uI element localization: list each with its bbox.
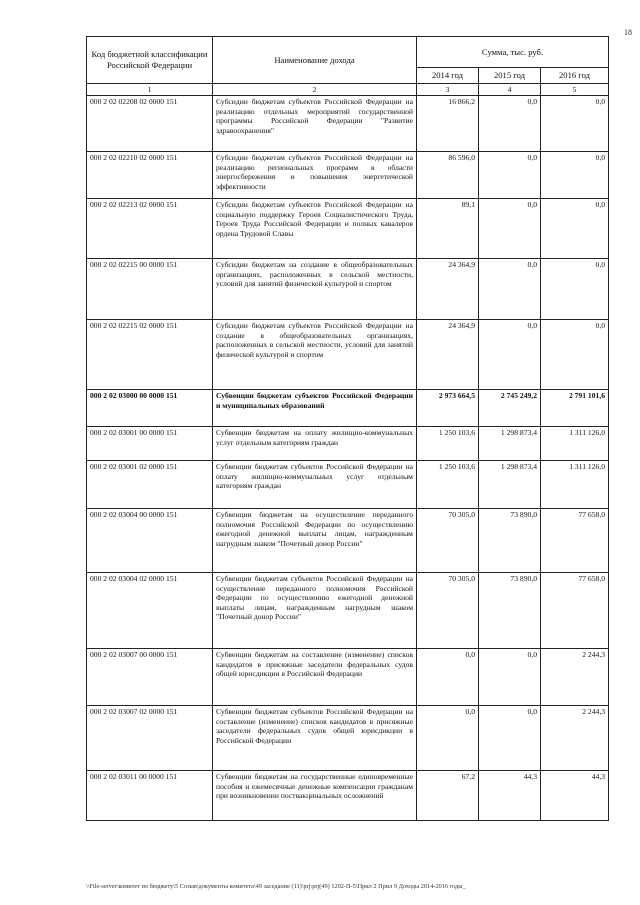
amount-2014-cell: 16 866,2 [417,96,479,152]
page-number: 18 [624,28,632,37]
amount-2014-cell: 24 364,9 [417,259,479,320]
income-name-cell: Субсидии бюджетам субъектов Российской Федерации на социальную поддержку Героев Социалистического Труда, Героев Труда Российской Федерации и полных кавалеров ордена Трудовой Славы [213,199,417,259]
amount-2016-cell: 2 791 101,6 [541,390,609,427]
amount-2015-cell: 73 890,0 [479,573,541,649]
column-numbers-row [87,84,609,96]
budget-code-cell: 000 2 02 03007 00 0000 151 [87,649,213,706]
amount-2016-cell: 0,0 [541,152,609,199]
amount-2014-cell: 89,1 [417,199,479,259]
table-row [87,706,609,771]
table-row [87,390,609,427]
header-year-2014: 2014 год [417,68,479,84]
income-name-cell: Субсидии бюджетам субъектов Российской Федерации на реализацию региональных программ в области энергосбережения и повышения энергетической эффективности [213,152,417,199]
table-header-row [87,37,609,68]
budget-code-cell: 000 2 02 02208 02 0000 151 [87,96,213,152]
budget-code-cell: 000 2 02 02213 02 0000 151 [87,199,213,259]
col-number: 1 [87,84,213,96]
amount-2015-cell: 44,3 [479,771,541,821]
amount-2015-cell: 0,0 [479,96,541,152]
revenue-table [86,36,609,821]
budget-code-cell: 000 2 02 03001 00 0000 151 [87,427,213,461]
table-row [87,96,609,152]
col-number: 4 [479,84,541,96]
budget-code-cell: 000 2 02 02215 00 0000 151 [87,259,213,320]
budget-code-cell: 000 2 02 03011 00 0000 151 [87,771,213,821]
amount-2015-cell: 0,0 [479,706,541,771]
income-name-cell: Субвенции бюджетам субъектов Российской Федерации на оплату жилищно-коммунальных услуг отдельным категориям граждан [213,461,417,509]
amount-2016-cell: 1 311 126,0 [541,461,609,509]
amount-2016-cell: 0,0 [541,96,609,152]
table-row [87,320,609,390]
table-row [87,573,609,649]
amount-2015-cell: 1 298 873,4 [479,461,541,509]
amount-2016-cell: 1 311 126,0 [541,427,609,461]
budget-code-cell: 000 2 02 03007 02 0000 151 [87,706,213,771]
budget-code-cell: 000 2 02 03001 02 0000 151 [87,461,213,509]
amount-2014-cell: 86 596,0 [417,152,479,199]
amount-2015-cell: 0,0 [479,320,541,390]
income-name-cell: Субвенции бюджетам на осуществление переданного полномочия Российской Федерации по осуществлению ежегодной денежной выплаты лицам, награжденным нагрудным знаком "Почетный донор России" [213,509,417,573]
income-name-cell: Субсидии бюджетам субъектов Российской Федерации на реализацию отдельных мероприятий государственной программы Российской Федерации "Развитие здравоохранения" [213,96,417,152]
amount-2016-cell: 77 658,0 [541,573,609,649]
amount-2014-cell: 70 305,0 [417,573,479,649]
amount-2016-cell: 44,3 [541,771,609,821]
income-name-cell: Субвенции бюджетам субъектов Российской Федерации на составление (изменение) списков кандидатов в присяжные заседатели федеральных судов общей юрисдикции в Российской Федерации [213,706,417,771]
col-number: 3 [417,84,479,96]
table-row [87,509,609,573]
amount-2016-cell: 0,0 [541,320,609,390]
amount-2014-cell: 2 973 664,5 [417,390,479,427]
col-number: 2 [213,84,417,96]
income-name-cell: Субвенции бюджетам на оплату жилищно-коммунальных услуг отдельным категориям граждан [213,427,417,461]
amount-2015-cell: 0,0 [479,259,541,320]
header-year-2016: 2016 год [541,68,609,84]
budget-code-cell: 000 2 02 02210 02 0000 151 [87,152,213,199]
amount-2015-cell: 0,0 [479,152,541,199]
budget-code-cell: 000 2 02 03000 00 0000 151 [87,390,213,427]
income-name-cell: Субвенции бюджетам на составление (изменение) списков кандидатов в присяжные заседатели федеральных судов общей юрисдикции в Российской Федерации [213,649,417,706]
income-name-cell: Субвенции бюджетам на государственные единовременные пособия и ежемесячные денежные компенсации гражданам при возникновении поствакцинальных осложнений [213,771,417,821]
col-number: 5 [541,84,609,96]
amount-2015-cell: 0,0 [479,199,541,259]
amount-2016-cell: 0,0 [541,259,609,320]
budget-code-cell: 000 2 02 02215 02 0000 151 [87,320,213,390]
table-row [87,427,609,461]
table-body [87,96,609,821]
income-name-cell: Субвенции бюджетам субъектов Российской Федерации и муниципальных образований [213,390,417,427]
income-name-cell: Субсидии бюджетам на создание в общеобразовательных организациях, расположенных в сельской местности, условий для занятий физической культурой и спортом [213,259,417,320]
amount-2014-cell: 0,0 [417,649,479,706]
income-name-cell: Субвенции бюджетам субъектов Российской Федерации на осуществление переданного полномочия Российской Федерации по осуществлению ежегодной денежной выплаты лицам, награжденным нагрудным знаком "Почетный донор России" [213,573,417,649]
header-year-2015: 2015 год [479,68,541,84]
table-row [87,152,609,199]
file-path-footer: \\File-server\комитет по бюджету\5 Созыв\документы комитета\49 заседание (11)\prj\prj(49) 1292-П-5\Прил 2 Прил 9 Доходы 2014-2016 годы_ [86,883,466,890]
table-row [87,461,609,509]
amount-2016-cell: 0,0 [541,199,609,259]
amount-2014-cell: 67,2 [417,771,479,821]
amount-2014-cell: 70 305,0 [417,509,479,573]
amount-2015-cell: 0,0 [479,649,541,706]
table-row [87,771,609,821]
amount-2016-cell: 77 658,0 [541,509,609,573]
amount-2016-cell: 2 244,3 [541,649,609,706]
header-name: Наименование дохода [213,37,417,84]
amount-2014-cell: 1 250 103,6 [417,427,479,461]
income-name-cell: Субсидии бюджетам субъектов Российской Федерации на создание в общеобразовательных организациях, расположенных в сельской местности, условий для занятий физической культурой и спортом [213,320,417,390]
amount-2016-cell: 2 244,3 [541,706,609,771]
table-row [87,649,609,706]
amount-2014-cell: 24 364,9 [417,320,479,390]
header-sum: Сумма, тыс. руб. [417,37,609,68]
amount-2014-cell: 0,0 [417,706,479,771]
amount-2015-cell: 1 298 873,4 [479,427,541,461]
budget-code-cell: 000 2 02 03004 00 0000 151 [87,509,213,573]
amount-2015-cell: 73 890,0 [479,509,541,573]
budget-code-cell: 000 2 02 03004 02 0000 151 [87,573,213,649]
amount-2015-cell: 2 745 249,2 [479,390,541,427]
header-code: Код бюджетной классификации Российской Федерации [87,37,213,84]
amount-2014-cell: 1 250 103,6 [417,461,479,509]
table-row [87,199,609,259]
table-row [87,259,609,320]
